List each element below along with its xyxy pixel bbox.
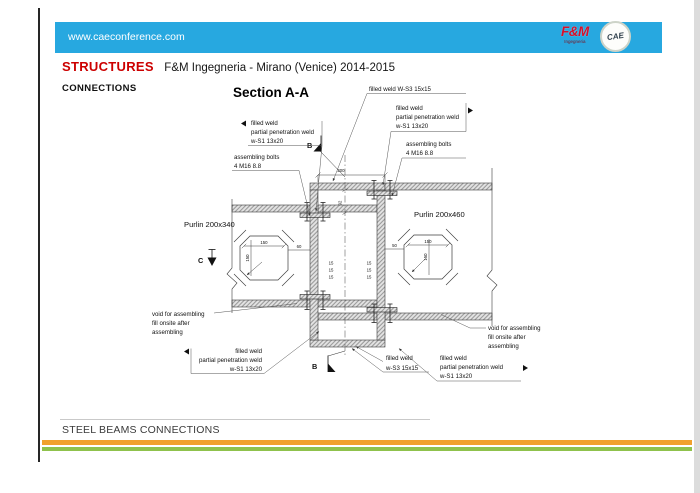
drawing-title: Section A-A (232, 85, 309, 100)
label-tr-weld: partial penetration weld (396, 114, 460, 121)
label-void-right: assembling (488, 343, 519, 350)
title-brand: STRUCTURES (62, 59, 154, 74)
dim-92: 92 (337, 200, 343, 206)
marker-flag-icon (314, 143, 322, 152)
label-br-weld: w-S1 13x20 (440, 373, 473, 380)
dim-60: 60 (296, 244, 302, 249)
marker-flag-icon (328, 364, 336, 373)
label-void-left: assembling (152, 329, 183, 336)
marker-b-bottom: B (312, 362, 318, 371)
dim-15: 15 (366, 260, 372, 266)
label-tl-weld: filled weld (251, 120, 278, 127)
marker-flag-icon (208, 258, 217, 267)
diaphragm-upper (318, 205, 377, 212)
label-tr-bolts: 4 M16 8.8 (406, 150, 434, 157)
fm-logo-text: F&M (561, 24, 589, 39)
column-bottom-plate (310, 340, 385, 347)
leader-line (383, 132, 391, 186)
dim-150: 150 (244, 254, 250, 262)
column-left-wall (310, 190, 318, 340)
label-void-left: void for assembling (152, 311, 205, 318)
dim-15: 15 (328, 274, 334, 280)
dim-150: 150 (422, 253, 428, 261)
footer-divider (60, 419, 430, 420)
right-beam-bottom-flange (385, 313, 492, 320)
left-beam-top-flange (232, 205, 310, 212)
leader-line (356, 347, 383, 362)
dim-15: 15 (366, 274, 372, 280)
weld-arrow-icon (468, 108, 473, 114)
cae-logo-text: CAE (606, 30, 625, 43)
label-top-weld: filled weld W-S3 15x15 (369, 86, 431, 93)
label-bc-weld: w-S3 15x15 (386, 365, 419, 372)
label-void-right: fill onsite after (488, 334, 526, 341)
label-bl-weld: w-S1 13x20 (229, 366, 262, 373)
dim-50: 50 (392, 243, 397, 248)
footer-stripe-orange (42, 440, 692, 445)
leader-lines (184, 94, 528, 382)
label-void-right: void for assembling (488, 325, 541, 332)
title-subtitle: F&M Ingegneria - Mirano (Venice) 2014-2015 (164, 62, 396, 74)
label-void-left: fill onsite after (152, 320, 190, 327)
dim-15: 15 (328, 267, 334, 273)
dim-150: 150 (424, 239, 432, 244)
diaphragm-lower-left (318, 300, 377, 307)
weld-arrow-icon (184, 349, 189, 355)
dim-15: 15 (366, 267, 372, 273)
diaphragm-lower-right (318, 313, 377, 320)
dim-15: 15 (328, 260, 334, 266)
label-purlin-left: Purlin 200x340 (184, 220, 235, 229)
label-bl-weld: partial penetration weld (198, 357, 262, 364)
fm-logo-subtext: Ingegneria (564, 38, 586, 44)
break-line-left (227, 199, 237, 313)
right-beam-top-flange (385, 183, 492, 190)
label-tr-bolts: assembling bolts (406, 141, 452, 148)
label-tl-bolts: assembling bolts (234, 154, 280, 161)
conference-url: www.caeconference.com (68, 31, 185, 43)
label-tr-weld: filled weld (396, 105, 423, 112)
weld-arrow-icon (523, 365, 528, 371)
leader-line (316, 146, 322, 212)
thickness-dims (329, 261, 372, 280)
connections-label: CONNECTIONS (62, 83, 137, 94)
leader-line (333, 94, 367, 182)
annotations (152, 86, 541, 380)
label-br-weld: partial penetration weld (440, 364, 504, 371)
label-bc-weld: filled weld (386, 355, 413, 362)
marker-b-top: B (307, 141, 313, 150)
dim-150: 150 (260, 240, 268, 245)
break-line-right (487, 168, 497, 326)
left-beam-bottom-flange (232, 300, 310, 307)
label-tl-weld: w-S1 13x20 (251, 138, 284, 145)
marker-c-left: C (198, 256, 204, 265)
leader-line (264, 332, 319, 374)
label-br-weld: filled weld (440, 355, 467, 362)
label-tl-weld: partial penetration weld (251, 129, 315, 136)
footer-stripe-green (42, 447, 692, 451)
column-right-wall (377, 190, 385, 340)
label-bl-weld: filled weld (235, 348, 262, 355)
dim-200: 200 (337, 168, 345, 173)
leader-line (392, 158, 402, 196)
footer-caption: STEEL BEAMS CONNECTIONS (62, 424, 220, 436)
label-purlin-right: Purlin 200x460 (414, 210, 465, 219)
leader-line (352, 349, 383, 373)
label-tl-bolts: 4 M16 8.8 (234, 163, 262, 170)
weld-arrow-icon (241, 121, 246, 127)
label-tr-weld: w-S1 13x20 (396, 123, 429, 130)
